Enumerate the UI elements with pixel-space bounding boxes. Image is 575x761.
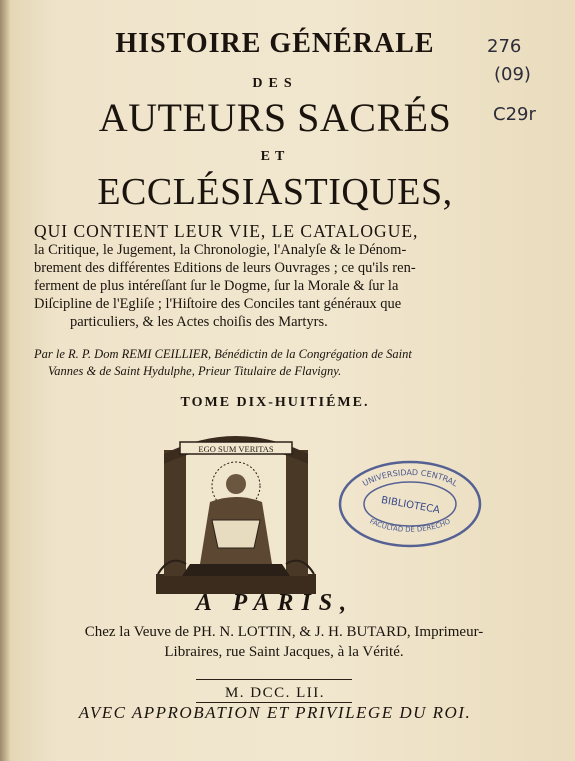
approbation-line: AVEC APPROBATION ET PRIVILEGE DU ROI.: [78, 703, 472, 722]
publisher-block: [34, 622, 534, 662]
page-gutter: [0, 0, 10, 761]
title-line-histoire: HISTOIRE GÉNÉRALE: [115, 28, 435, 59]
subtitle-line: la Critique, le Jugement, la Chronologie, l'Analyſe & le Dénom-: [34, 242, 407, 258]
subtitle-line: Diſcipline de l'Egliſe ; l'Hiſtoire des Conciles tant généraux que: [34, 296, 402, 312]
handwritten-shelfmark-2: (09): [494, 64, 531, 85]
author-line: Vannes & de Saint Hydulphe, Prieur Titulaire de Flavigny.: [48, 364, 342, 378]
title-line-ecclesiastiques: ECCLÉSIASTIQUES,: [97, 171, 453, 213]
subtitle-line: ferment de plus intéreſſant ſur le Dogme, ſur la Morale & ſur la: [34, 278, 399, 294]
title-line-des: DES: [252, 76, 298, 91]
fleuron-engraving: [150, 424, 322, 600]
publisher-line: Chez la Veuve de PH. N. LOTTIN, & J. H. BUTARD, Imprimeur-: [84, 624, 484, 640]
stamp-text-top: UNIVERSIDAD CENTRAL: [361, 468, 459, 489]
title-line-auteurs: AUTEURS SACRÉS: [98, 95, 452, 140]
rule-top: [196, 679, 352, 680]
publication-date: M. DCC. LII.: [224, 685, 326, 701]
svg-text:UNIVERSIDAD CENTRAL: [361, 468, 459, 489]
author-line: Par le R. P. Dom REMI CEILLIER, Bénédictin de la Congrégation de Saint: [34, 347, 412, 361]
volume-label: TOME DIX-HUITIÉME.: [180, 395, 370, 410]
subtitle-first-line: QUI CONTIENT LEUR VIE, LE CATALOGUE,: [34, 221, 419, 241]
subtitle-line: brement des différentes Editions de leurs Ouvrages ; ce qu'ils ren-: [34, 260, 416, 276]
title-line-et: ET: [260, 149, 290, 164]
subtitle-line: particuliers, & les Actes choiſis des Martyrs.: [70, 314, 328, 330]
handwritten-shelfmark-1: 276: [487, 36, 522, 57]
subtitle-body: [34, 241, 534, 331]
fleuron-motto: EGO SUM VERITAS: [198, 444, 274, 454]
handwritten-shelfmark-3: C29r: [493, 104, 536, 125]
stamp-text-mid: BIBLIOTECA: [380, 494, 441, 517]
publisher-line: Libraires, rue Saint Jacques, à la Vérité.: [164, 644, 404, 660]
place-of-publication: A PARIS,: [195, 590, 355, 616]
author-credit: [34, 346, 534, 380]
library-stamp: [336, 458, 484, 550]
stamp-text-bottom: FACULTAD DE DERECHO: [368, 517, 452, 534]
